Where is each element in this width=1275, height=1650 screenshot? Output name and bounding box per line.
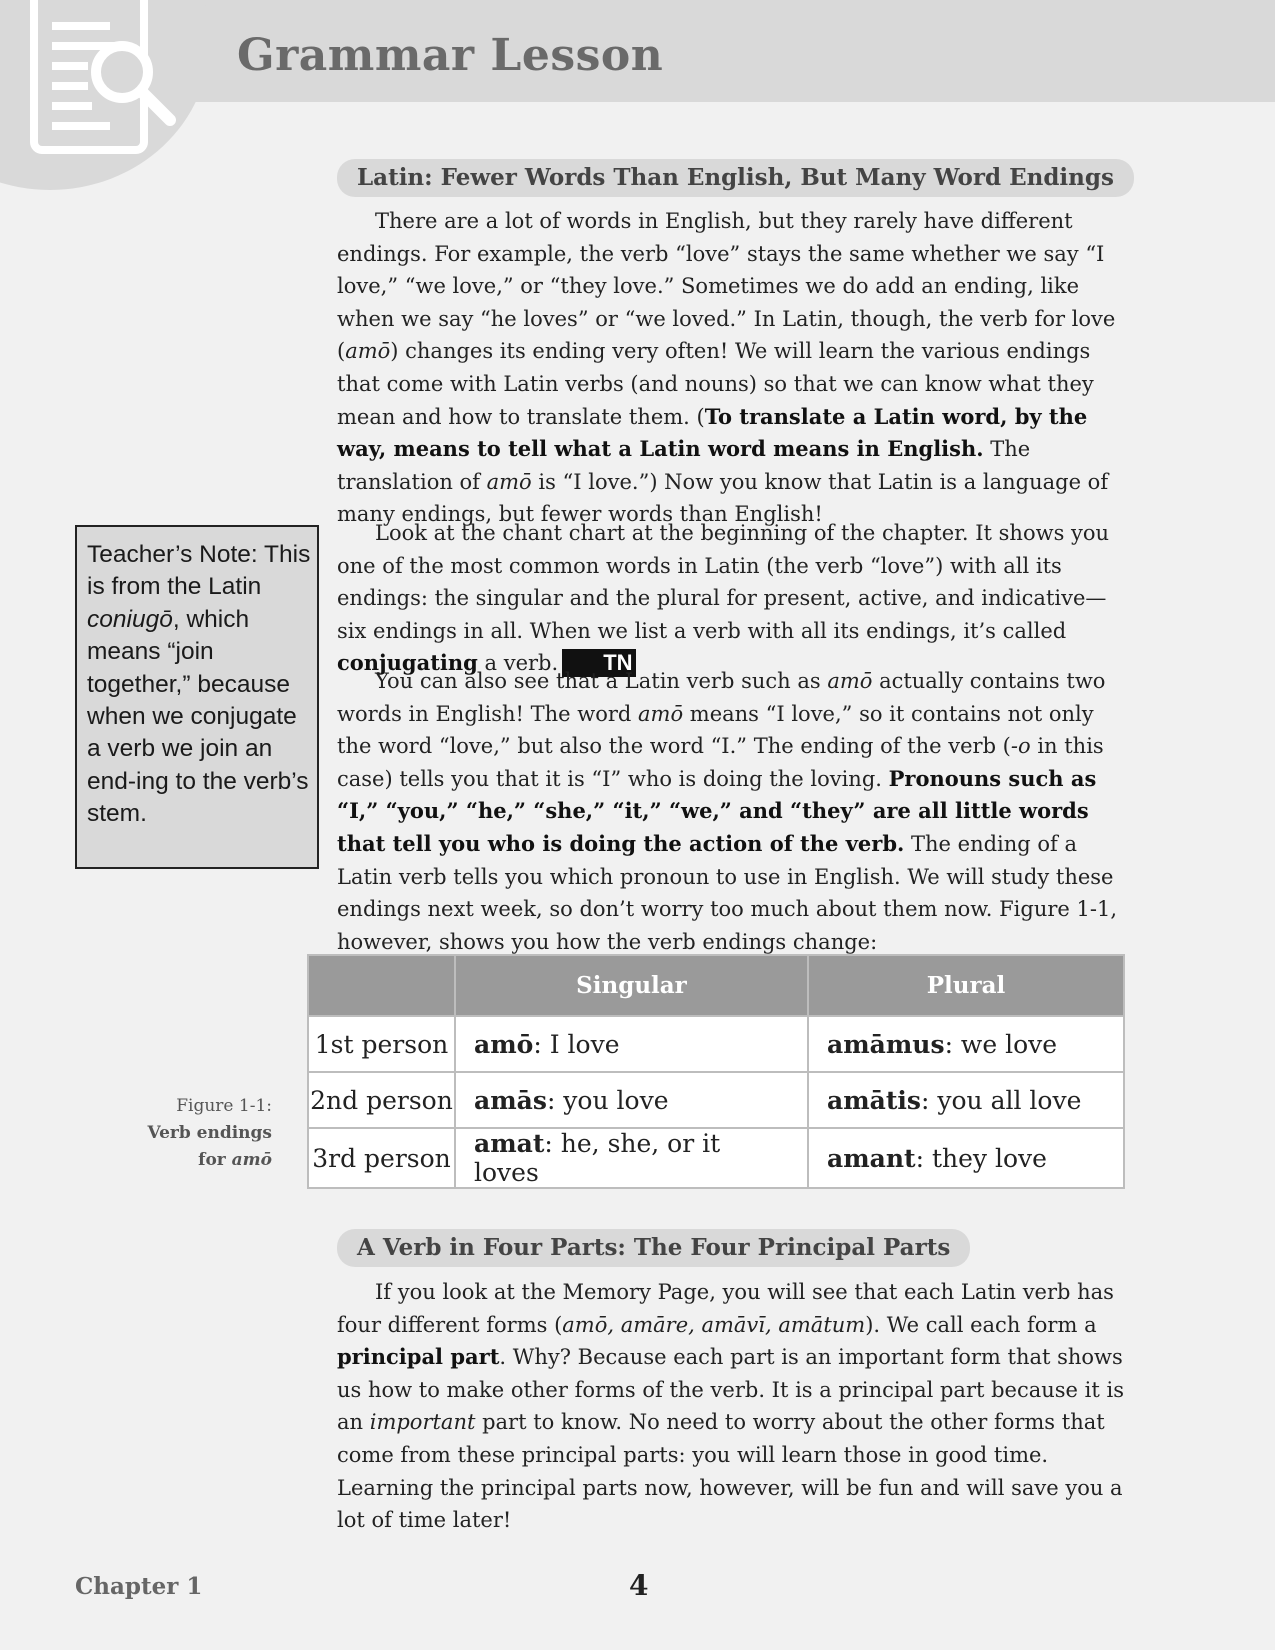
figure-title: Verb endings <box>147 1123 272 1143</box>
teacher-note-box: Teacher’s Note: This is from the Latin coniugō, which means “join together,” because when we conjugate a verb we join an end-ing to the verb’s stem. <box>75 525 319 869</box>
plural-cell: amant: they love <box>808 1128 1124 1188</box>
section-heading-principal-parts: A Verb in Four Parts: The Four Principal Parts <box>337 1229 970 1267</box>
person-cell: 2nd person <box>308 1072 455 1128</box>
table-header-plural: Plural <box>808 955 1124 1016</box>
figure-subtitle: for amō <box>198 1150 272 1170</box>
singular-cell: amat: he, she, or it loves <box>455 1128 808 1188</box>
paragraph-chant-chart: Look at the chant chart at the beginning of the chapter. It shows you one of the most common words in Latin (the verb “love”) with all its endings: the singular and the plural for present, active, and indicative—six endings in all. When we list a verb with all its endings, it’s called conjugating a verb. TN <box>337 521 1110 676</box>
table-header-blank <box>308 955 455 1016</box>
verb-endings-table <box>307 954 1125 1189</box>
section-heading-endings: Latin: Fewer Words Than English, But Many Word Endings <box>337 159 1134 197</box>
person-cell: 1st person <box>308 1016 455 1072</box>
teacher-note-badge[interactable]: TN <box>562 649 635 677</box>
plural-cell: amātis: you all love <box>808 1072 1124 1128</box>
page-number: 4 <box>629 1569 649 1602</box>
paragraph-pronouns: You can also see that a Latin verb such as amō actually contains two words in English! The word amō means “I love,” so it contains not only the word “love,” but also the word “I.” The ending of the verb (-o in this case) tells you that it is “I” who is doing the loving. Pronouns such as “I,” “you,” “he,” “she,” “it,” “we,” and “they” are all little words that tell you who is doing the action of the verb. The ending of a Latin verb tells you which pronoun to use in English. We will study these endings next week, so don’t worry too much about them now. Figure 1-1, however, shows you how the verb endings change: <box>337 669 1117 954</box>
table-row <box>308 1128 1124 1188</box>
singular-cell: amās: you love <box>455 1072 808 1128</box>
paragraph-principal-parts: If you look at the Memory Page, you will see that each Latin verb has four different forms (amō, amāre, amāvī, amātum). We call each form a principal part. Why? Because each part is an important form that shows us how to make other forms of the verb. It is a principal part because it is an important part to know. No need to worry about the other forms that come from these principal parts: you will learn those in good time. Learning the principal parts now, however, will be fun and will save you a lot of time later! <box>337 1280 1124 1533</box>
table-header-singular: Singular <box>455 955 808 1016</box>
table-row <box>308 1072 1124 1128</box>
table-row <box>308 1016 1124 1072</box>
page-title: Grammar Lesson <box>237 30 664 81</box>
figure-label: Figure 1-1: <box>176 1096 272 1116</box>
table-header-row <box>308 955 1124 1016</box>
person-cell: 3rd person <box>308 1128 455 1188</box>
document-magnifier-icon <box>30 0 180 155</box>
paragraph-endings: There are a lot of words in English, but they rarely have different endings. For example, the verb “love” stays the same whether we say “I love,” “we love,” or “they love.” Sometimes we do add an ending, like when we say “he loves” or “we loved.” In Latin, though, the verb for love (amō) changes its ending very often! We will learn the various endings that come with Latin verbs (and nouns) so that we can know what they mean and how to translate them. (To translate a Latin word, by the way, means to tell what a Latin word means in English. The translation of amō is “I love.”) Now you know that Latin is a language of many endings, but fewer words than English! <box>337 209 1116 527</box>
figure-caption <box>147 1093 272 1174</box>
plural-cell: amāmus: we love <box>808 1016 1124 1072</box>
singular-cell: amō: I love <box>455 1016 808 1072</box>
footer-chapter: Chapter 1 <box>75 1573 203 1600</box>
